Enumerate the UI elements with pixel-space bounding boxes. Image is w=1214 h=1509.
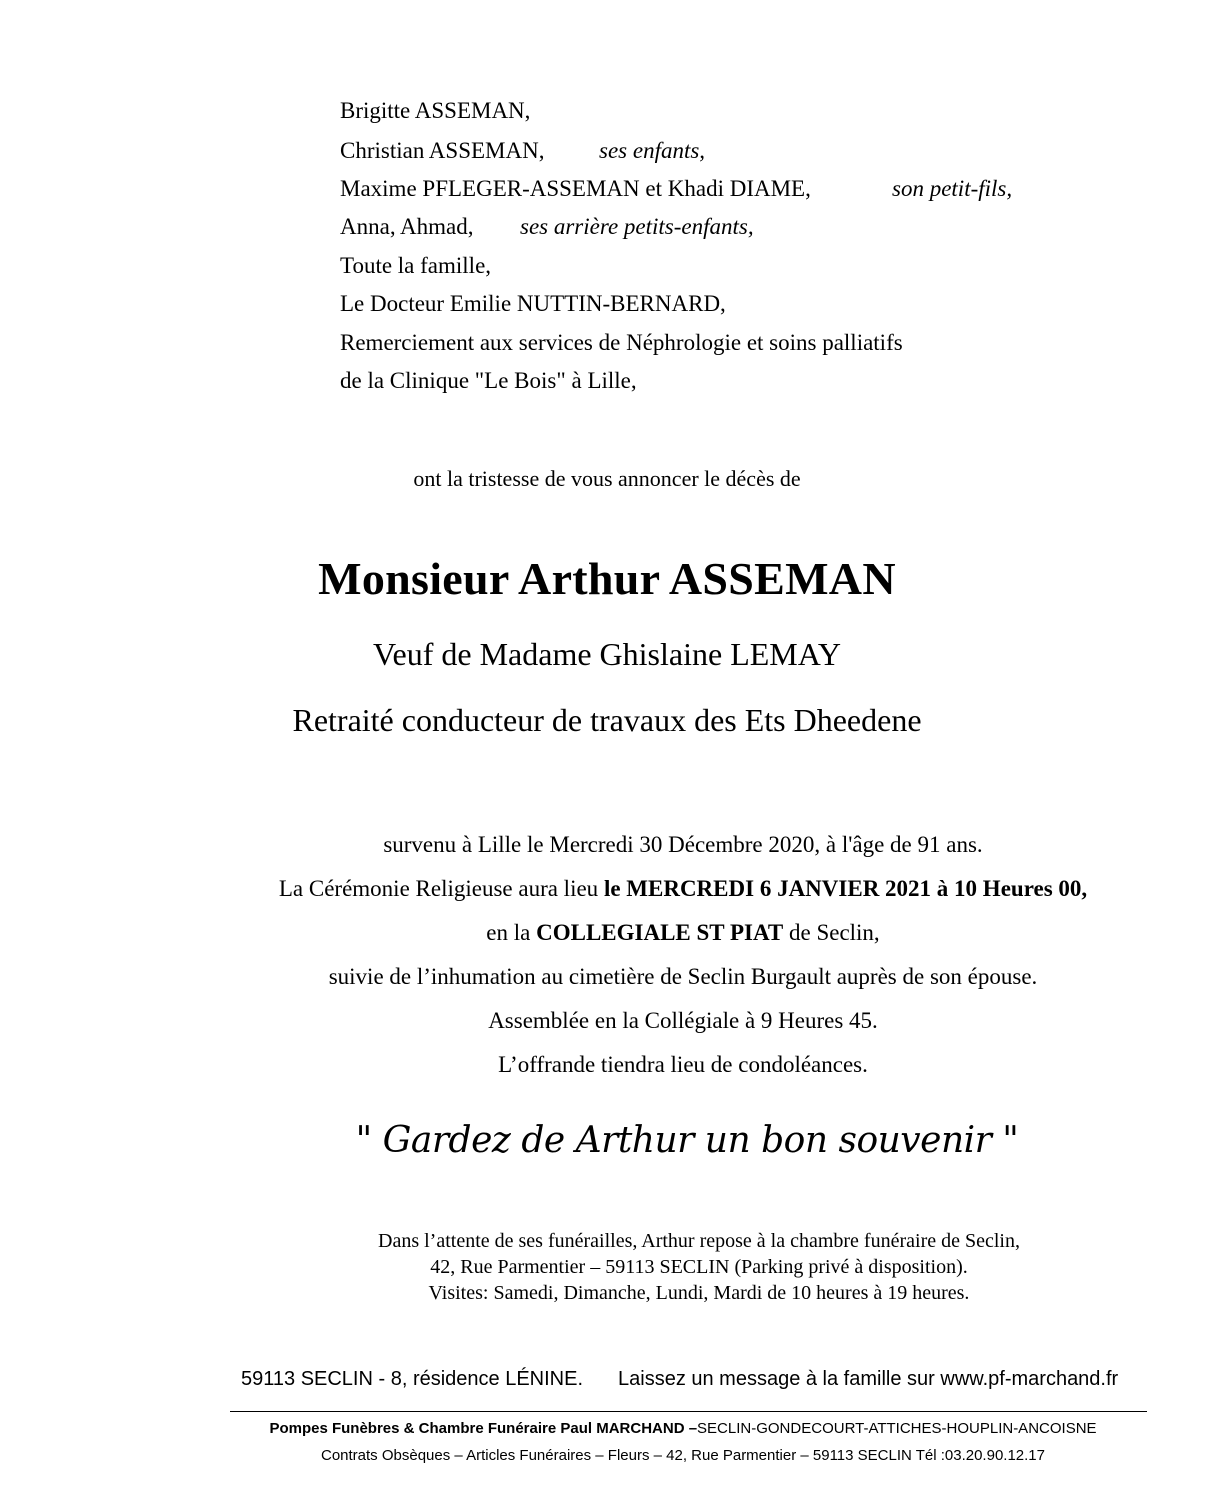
burial-line: suivie de l’inhumation au cimetière de Seclin Burgault auprès de son épouse. [328, 964, 1038, 989]
footer-company: Pompes Funèbres & Chambre Funéraire Paul MARCHAND – [269, 1420, 698, 1437]
contact-address: 59113 SECLIN - 8, résidence LÉNINE. [241, 1368, 584, 1390]
announcement-intro: ont la tristesse de vous annoncer le décès de [413, 466, 801, 491]
widower-of: Veuf de Madame Ghislaine LEMAY [372, 636, 842, 672]
repose-line: Dans l’attente de ses funérailles, Arthur repose à la chambre funéraire de Seclin, [378, 1230, 1020, 1252]
assembly-line: Assemblée en la Collégiale à 9 Heures 45. [488, 1008, 878, 1033]
family-line: Anna, Ahmad, [340, 214, 474, 239]
family-line: Le Docteur Emilie NUTTIN-BERNARD, [340, 291, 726, 316]
footer-services: Contrats Obsèques – Articles Funéraires – Fleurs – 42, Rue Parmentier – 59113 SECLIN Tél :03.20.90.12.17 [320, 1447, 1045, 1464]
offering-line: L’offrande tiendra lieu de condoléances. [498, 1052, 868, 1077]
family-line: de la Clinique "Le Bois" à Lille, [340, 368, 637, 393]
contact-message: Laissez un message à la famille sur www.pf-marchand.fr [618, 1368, 1119, 1390]
family-line: Maxime PFLEGER-ASSEMAN et Khadi DIAME, [340, 176, 811, 201]
footer-company-line [76, 1420, 1214, 1437]
deceased-name: Monsieur Arthur ASSEMAN [318, 553, 896, 604]
occupation: Retraité conducteur de travaux des Ets Dheedene [292, 702, 922, 738]
repose-line: Visites: Samedi, Dimanche, Lundi, Mardi de 10 heures à 19 heures. [428, 1282, 970, 1304]
family-line: Remerciement aux services de Néphrologie et soins palliatifs [340, 330, 903, 355]
family-relation-note: ses enfants, [599, 138, 706, 163]
family-relation-note: ses arrière petits-enfants, [520, 214, 754, 239]
footer-divider [230, 1411, 1147, 1412]
repose-line: 42, Rue Parmentier – 59113 SECLIN (Parking privé à disposition). [430, 1256, 968, 1278]
ceremony-line: La Cérémonie Religieuse aura lieu le MERCREDI 6 JANVIER 2021 à 10 Heures 00, [278, 876, 1088, 901]
death-line: survenu à Lille le Mercredi 30 Décembre 2020, à l'âge de 91 ans. [383, 832, 983, 857]
family-line: Brigitte ASSEMAN, [340, 98, 531, 123]
place-line: en la COLLEGIALE ST PIAT de Seclin, [486, 920, 880, 945]
footer-locations: SECLIN-GONDECOURT-ATTICHES-HOUPLIN-ANCOISNE [697, 1420, 1097, 1437]
place-name: COLLEGIALE ST PIAT [536, 920, 784, 945]
memorial-quote: " Gardez de Arthur un bon souvenir " [355, 1120, 1019, 1161]
family-relation-note: son petit-fils, [892, 176, 1013, 201]
family-line: Christian ASSEMAN, [340, 138, 545, 163]
ceremony-date: le MERCREDI 6 JANVIER 2021 à 10 Heures 00, [603, 876, 1088, 901]
family-line: Toute la famille, [340, 253, 492, 278]
